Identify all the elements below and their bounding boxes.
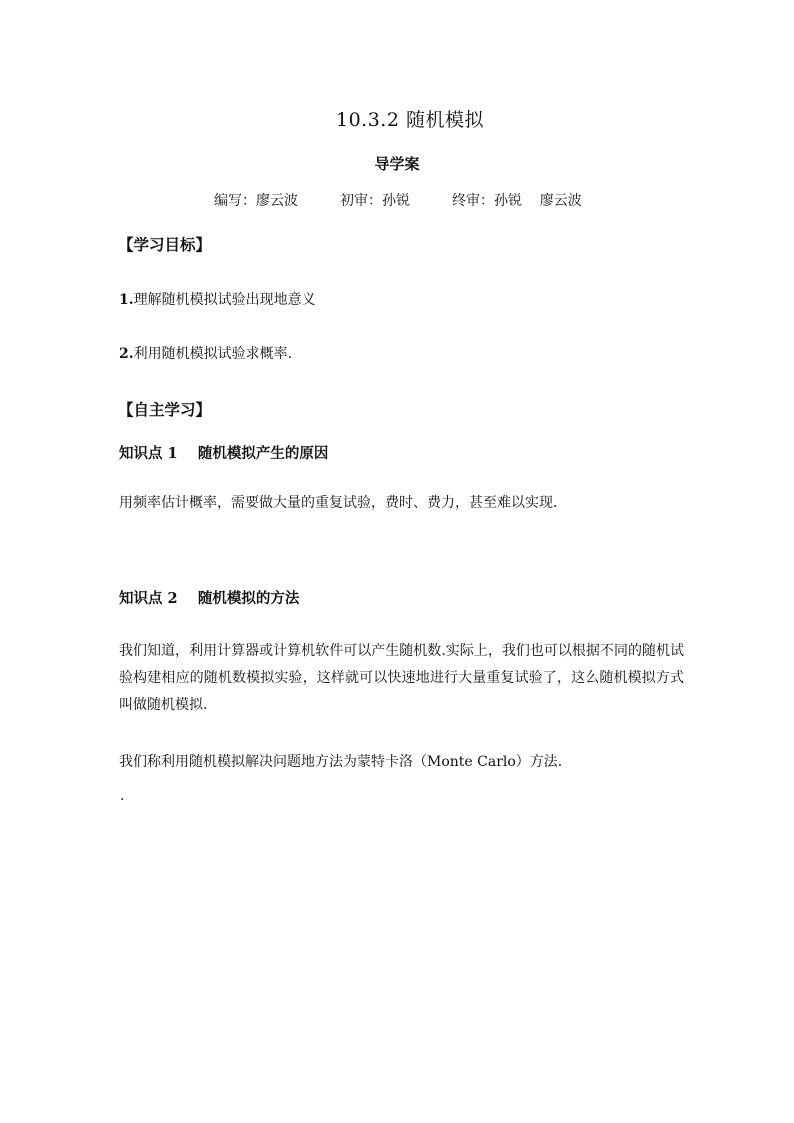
knowledge-point-1-text: 用频率估计概率，需要做大量的重复试验，费时、费力，甚至难以实现． xyxy=(119,495,567,511)
objective-number: 2. xyxy=(119,346,134,362)
reviewer-credit: 初审：孙锐 xyxy=(340,193,410,209)
knowledge-point-2-paragraph: 我们知道，利用计算器或计算机软件可以产生随机数.实际上，我们也可以根据不同的随机试验构建相应的随机数模拟实验，这样就可以快速地进行大量重复试验了，这么随机模拟方式叫做随机模拟． xyxy=(119,643,684,713)
objective-item-2 xyxy=(119,343,292,363)
editor-credit: 编写：廖云波 xyxy=(214,193,298,209)
knowledge-point-2-title: 知识点 2 随机模拟的方法 xyxy=(119,590,300,607)
objective-text: 理解随机模拟试验出现地意义 xyxy=(133,292,316,308)
trailing-dot: . xyxy=(120,788,125,804)
document-title: 10.3.2 随机模拟 xyxy=(336,109,484,131)
self-study-heading: 【自主学习】 xyxy=(118,400,212,419)
knowledge-point-1-title: 知识点 1 随机模拟产生的原因 xyxy=(119,445,329,462)
document-subtitle: 导学案 xyxy=(374,155,420,173)
author-line xyxy=(0,190,794,210)
objective-text: 利用随机模拟试验求概率. xyxy=(133,346,293,362)
objective-item-1 xyxy=(119,289,316,309)
objective-number: 1. xyxy=(119,292,134,308)
final-reviewer-credit: 终审：孙锐 廖云波 xyxy=(452,193,582,209)
objectives-heading: 【学习目标】 xyxy=(118,235,212,254)
knowledge-point-2-paragraph-2: 我们称利用随机模拟解决问题地方法为蒙特卡洛（Monte Carlo）方法. xyxy=(119,754,563,770)
